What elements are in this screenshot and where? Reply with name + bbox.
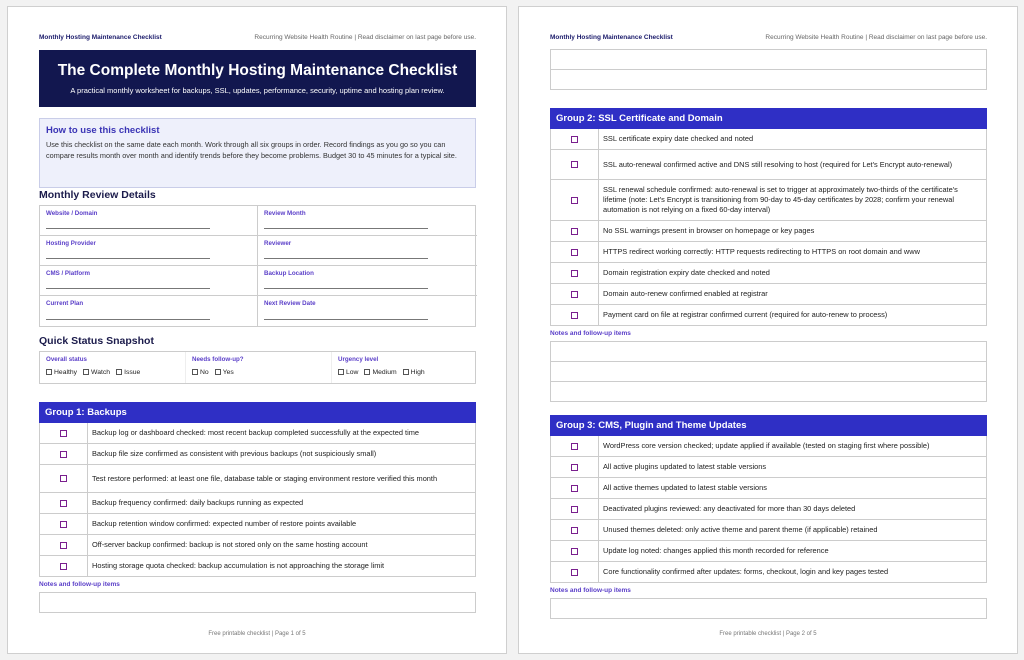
field-label: Next Review Date bbox=[264, 300, 316, 307]
group-backups bbox=[39, 402, 476, 613]
page-2 bbox=[518, 6, 1018, 654]
checklist-row bbox=[39, 535, 476, 556]
checkbox[interactable] bbox=[40, 514, 88, 534]
option-checkbox[interactable]: High bbox=[403, 369, 425, 376]
title-banner bbox=[39, 50, 476, 107]
checkbox[interactable] bbox=[551, 520, 599, 540]
running-head-right: Recurring Website Health Routine | Read disclaimer on last page before use. bbox=[765, 34, 987, 41]
notes-box[interactable] bbox=[550, 598, 987, 619]
checkbox[interactable] bbox=[40, 556, 88, 576]
checkbox[interactable] bbox=[40, 444, 88, 464]
field-label: Website / Domain bbox=[46, 210, 98, 217]
checklist-row bbox=[550, 541, 987, 562]
status-snapshot bbox=[39, 351, 476, 384]
checkbox[interactable] bbox=[40, 465, 88, 492]
checklist-row bbox=[550, 520, 987, 541]
field-label: Backup Location bbox=[264, 270, 314, 277]
checklist-row bbox=[550, 129, 987, 150]
checklist-row bbox=[550, 436, 987, 457]
checklist-row bbox=[39, 493, 476, 514]
checklist-item: Deactivated plugins reviewed: any deactivated for more than 30 days deleted bbox=[603, 504, 856, 513]
running-head-left: Monthly Hosting Maintenance Checklist bbox=[39, 34, 162, 41]
details-field[interactable] bbox=[40, 296, 258, 326]
details-field[interactable] bbox=[258, 296, 477, 326]
snapshot-title: Quick Status Snapshot bbox=[39, 335, 154, 347]
option-checkbox[interactable]: Medium bbox=[364, 369, 396, 376]
checklist-item: Backup frequency confirmed: daily backups running as expected bbox=[92, 498, 304, 507]
checkbox[interactable] bbox=[551, 305, 599, 325]
running-head-left: Monthly Hosting Maintenance Checklist bbox=[550, 34, 673, 41]
checklist-row bbox=[39, 465, 476, 493]
page-footer: Free printable checklist | Page 1 of 5 bbox=[208, 631, 306, 637]
details-title: Monthly Review Details bbox=[39, 189, 156, 201]
checkbox[interactable] bbox=[551, 436, 599, 456]
checklist-item: Domain registration expiry date checked and noted bbox=[603, 268, 770, 277]
checklist-row bbox=[550, 499, 987, 520]
checklist-item: Backup file size confirmed as consistent with previous backups (not suspiciously small) bbox=[92, 449, 377, 458]
checkbox[interactable] bbox=[551, 129, 599, 149]
snapshot-label: Overall status bbox=[46, 356, 87, 363]
checklist-row bbox=[550, 263, 987, 284]
checklist-row bbox=[39, 514, 476, 535]
group-ssl bbox=[550, 108, 987, 402]
details-field[interactable] bbox=[258, 266, 477, 296]
checklist-item: Hosting storage quota checked: backup accumulation is not approaching the storage limit bbox=[92, 561, 385, 570]
notes-continuation[interactable] bbox=[550, 49, 987, 90]
details-field[interactable] bbox=[40, 236, 258, 266]
snapshot-column bbox=[40, 352, 185, 383]
running-head-right: Recurring Website Health Routine | Read disclaimer on last page before use. bbox=[254, 34, 476, 41]
notes-label: Notes and follow-up items bbox=[550, 330, 631, 337]
details-field[interactable] bbox=[40, 206, 258, 236]
field-label: Hosting Provider bbox=[46, 240, 96, 247]
option-checkbox[interactable]: Low bbox=[338, 369, 358, 376]
checklist-item: SSL certificate expiry date checked and noted bbox=[603, 134, 754, 143]
field-label: Reviewer bbox=[264, 240, 292, 247]
notes-box[interactable] bbox=[39, 592, 476, 613]
checkbox[interactable] bbox=[551, 150, 599, 179]
notes-label: Notes and follow-up items bbox=[39, 581, 120, 588]
checklist-item: SSL auto-renewal confirmed active and DNS still resolving to host (required for Let's Encrypt auto-renewal) bbox=[603, 159, 953, 169]
checkbox[interactable] bbox=[551, 263, 599, 283]
checklist-item: No SSL warnings present in browser on homepage or key pages bbox=[603, 226, 815, 235]
how-to-body: Use this checklist on the same date each month. Work through all six groups in order. Record findings as you go so you can compare results month over month and identify trends before they become problems. Budget 30 to 45 minutes for a typical site. bbox=[46, 140, 457, 160]
checklist-item: Domain auto-renew confirmed enabled at registrar bbox=[603, 289, 768, 298]
checkbox[interactable] bbox=[551, 221, 599, 241]
checklist-row bbox=[39, 556, 476, 577]
checklist-item: Update log noted: changes applied this month recorded for reference bbox=[603, 546, 829, 555]
group-heading: Group 1: Backups bbox=[39, 402, 476, 423]
option-checkbox[interactable]: Yes bbox=[215, 369, 234, 376]
checklist-row bbox=[550, 284, 987, 305]
group-heading: Group 2: SSL Certificate and Domain bbox=[550, 108, 987, 129]
checklist-row bbox=[550, 457, 987, 478]
checklist-item: All active themes updated to latest stable versions bbox=[603, 483, 767, 492]
checkbox[interactable] bbox=[551, 457, 599, 477]
snapshot-column bbox=[185, 352, 331, 383]
checklist-item: Off-server backup confirmed: backup is not stored only on the same hosting account bbox=[92, 540, 368, 549]
checklist-item: Test restore performed: at least one file, database table or staging environment restore verified this month bbox=[92, 473, 438, 483]
checklist-item: Core functionality confirmed after updates: forms, checkout, login and key pages tested bbox=[603, 567, 889, 576]
option-checkbox[interactable]: Healthy bbox=[46, 369, 77, 376]
checklist-item: HTTPS redirect working correctly: HTTP requests redirecting to HTTPS on root domain and www bbox=[603, 247, 920, 256]
notes-box[interactable] bbox=[550, 341, 987, 402]
running-head bbox=[550, 34, 987, 41]
notes-label: Notes and follow-up items bbox=[550, 587, 631, 594]
option-checkbox[interactable]: Issue bbox=[116, 369, 140, 376]
checklist-row bbox=[550, 242, 987, 263]
checklist-row bbox=[39, 423, 476, 444]
checkbox[interactable] bbox=[551, 562, 599, 582]
snapshot-column bbox=[331, 352, 477, 383]
review-details-table bbox=[39, 205, 476, 327]
page-title: The Complete Monthly Hosting Maintenance Checklist bbox=[57, 62, 458, 79]
how-to-box bbox=[39, 118, 476, 188]
checkbox[interactable] bbox=[40, 535, 88, 555]
checklist-row bbox=[550, 221, 987, 242]
checkbox[interactable] bbox=[551, 284, 599, 304]
page-1 bbox=[7, 6, 507, 654]
checkbox[interactable] bbox=[551, 478, 599, 498]
checklist-row bbox=[550, 562, 987, 583]
checklist-item: Backup retention window confirmed: expected number of restore points available bbox=[92, 519, 357, 528]
checklist-item: WordPress core version checked; update applied if available (tested on staging first where possible) bbox=[603, 441, 930, 450]
checkbox[interactable] bbox=[551, 242, 599, 262]
details-field[interactable] bbox=[258, 206, 477, 236]
page-footer: Free printable checklist | Page 2 of 5 bbox=[719, 631, 817, 637]
details-field[interactable] bbox=[258, 236, 477, 266]
field-label: Current Plan bbox=[46, 300, 84, 307]
checklist-item: Payment card on file at registrar confirmed current (required for auto-renew to process) bbox=[603, 310, 888, 319]
checklist-item: All active plugins updated to latest stable versions bbox=[603, 462, 767, 471]
snapshot-label: Needs follow-up? bbox=[192, 356, 244, 363]
checklist-item: Backup log or dashboard checked: most recent backup completed successfully at the expected time bbox=[92, 428, 420, 437]
checklist-row bbox=[550, 478, 987, 499]
field-label: Review Month bbox=[264, 210, 306, 217]
checkbox[interactable] bbox=[551, 180, 599, 220]
group-updates bbox=[550, 415, 987, 619]
checkbox[interactable] bbox=[40, 423, 88, 443]
checklist-item: Unused themes deleted: only active theme and parent theme (if applicable) retained bbox=[603, 525, 878, 534]
checklist-row bbox=[550, 180, 987, 221]
checklist-item: SSL renewal schedule confirmed: auto-renewal is set to trigger at approximately two-thirds of the certificate's lifetime (note: Let's Encrypt is transitioning from 90-day to 45-day certificates by 2028; confirm your renewal automation is not relying on a fixed 60-day interval) bbox=[603, 185, 958, 214]
running-head bbox=[39, 34, 476, 41]
checklist-row bbox=[550, 305, 987, 326]
snapshot-label: Urgency level bbox=[338, 356, 379, 363]
field-label: CMS / Platform bbox=[46, 270, 91, 277]
option-checkbox[interactable]: Watch bbox=[83, 369, 110, 376]
how-to-heading: How to use this checklist bbox=[46, 125, 160, 136]
option-checkbox[interactable]: No bbox=[192, 369, 209, 376]
checklist-row bbox=[39, 444, 476, 465]
group-heading: Group 3: CMS, Plugin and Theme Updates bbox=[550, 415, 987, 436]
page-subtitle: A practical monthly worksheet for backups, SSL, updates, performance, security, uptime and hosting plan review. bbox=[70, 86, 445, 95]
checkbox[interactable] bbox=[551, 541, 599, 561]
checkbox[interactable] bbox=[40, 493, 88, 513]
checklist-row bbox=[550, 150, 987, 180]
details-field[interactable] bbox=[40, 266, 258, 296]
checkbox[interactable] bbox=[551, 499, 599, 519]
